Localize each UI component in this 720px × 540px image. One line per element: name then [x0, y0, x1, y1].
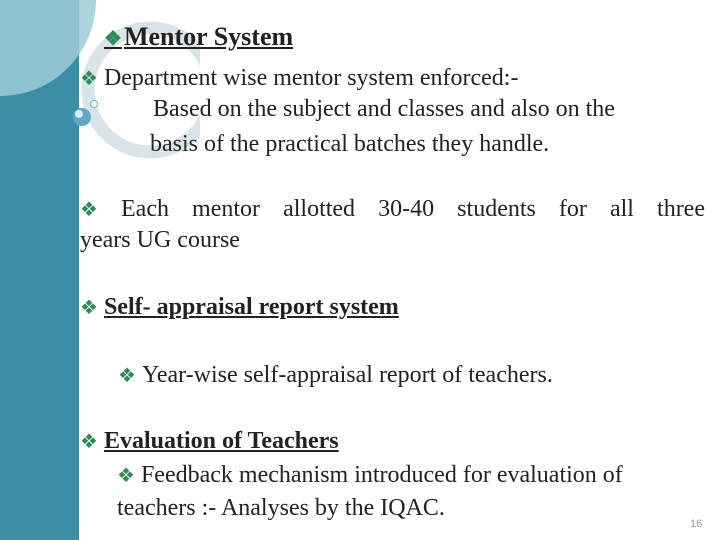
item3-sub: ❖ Year-wise self-appraisal report of teachers.	[118, 362, 553, 388]
item2-paragraph: ❖ Each mentor allotted 30-40 students for all three	[80, 196, 705, 222]
diamond-bullet-icon: ❖	[104, 28, 122, 50]
item1-heading: ❖ Department wise mentor system enforced:-	[80, 65, 519, 91]
diamond-bullet-icon: ❖	[80, 431, 98, 453]
diamond-bullet-icon: ❖	[118, 365, 136, 387]
diamond-bullet-icon: ❖	[80, 68, 98, 90]
item1-line3: basis of the practical batches they handle.	[150, 131, 550, 157]
item4-sub-line1: ❖ Feedback mechanism introduced for evaluation of	[117, 462, 623, 488]
item2-line2: years UG course	[80, 227, 240, 253]
item3-heading: ❖ Self- appraisal report system	[80, 294, 399, 320]
diamond-bullet-icon: ❖	[80, 199, 115, 221]
item1-line2: Based on the subject and classes and also on the	[153, 96, 615, 122]
slide-title	[104, 22, 293, 54]
page-number: 16	[690, 518, 703, 530]
diamond-bullet-icon: ❖	[117, 465, 135, 487]
item4-heading: ❖ Evaluation of Teachers	[80, 428, 339, 454]
diamond-bullet-icon: ❖	[80, 297, 98, 319]
title-text: Mentor System	[123, 22, 294, 51]
item4-sub-line2: teachers :- Analyses by the IQAC.	[117, 495, 445, 521]
